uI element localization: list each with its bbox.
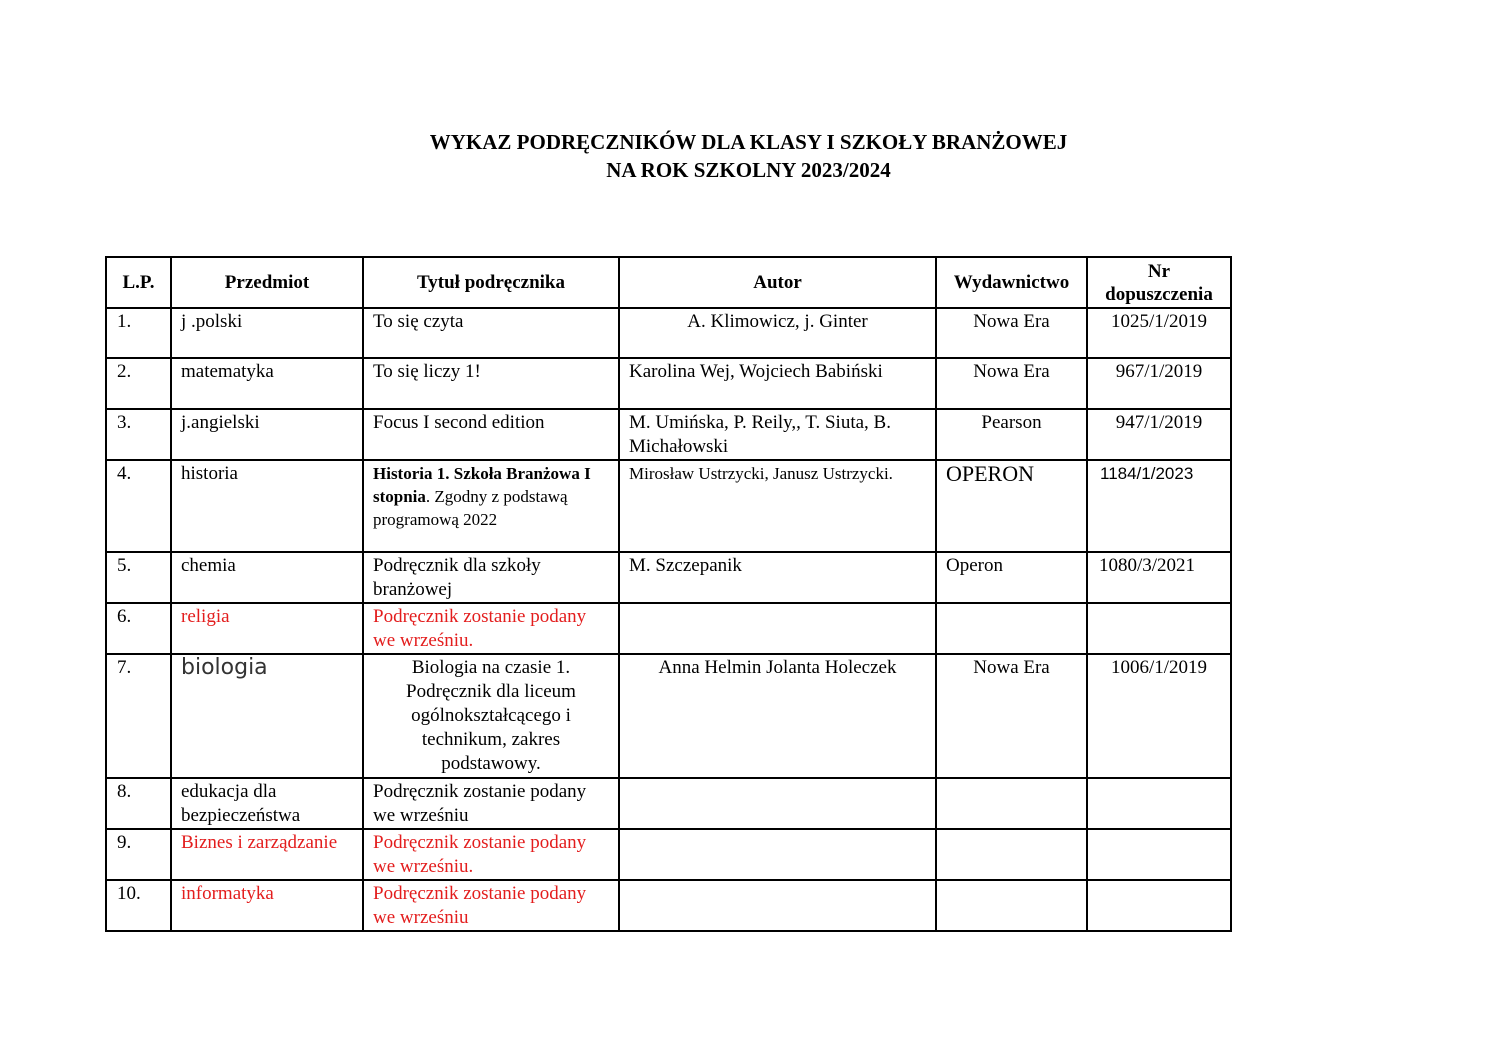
header-title: Tytuł podręcznika (363, 257, 619, 308)
row-publisher: Nowa Era (936, 654, 1087, 778)
row-lp: 2. (106, 358, 171, 409)
row-author: M. Szczepanik (619, 552, 936, 603)
row-nr (1087, 603, 1231, 654)
row-nr: 1184/1/2023 (1087, 460, 1231, 552)
row-subject: matematyka (171, 358, 363, 409)
row-author (619, 880, 936, 931)
row-subject: religia (171, 603, 363, 654)
row-author: Mirosław Ustrzycki, Janusz Ustrzycki. (619, 460, 936, 552)
page-title: WYKAZ PODRĘCZNIKÓW DLA KLASY I SZKOŁY BRANŻOWEJ (429, 130, 1068, 154)
row-publisher (936, 603, 1087, 654)
row-lp: 1. (106, 308, 171, 358)
row-lp: 5. (106, 552, 171, 603)
row-publisher: OPERON (936, 460, 1087, 552)
row-author: M. Umińska, P. Reily,, T. Siuta, B. Michałowski (619, 409, 936, 460)
row-author (619, 603, 936, 654)
row-lp: 7. (106, 654, 171, 778)
table-row (106, 880, 1231, 931)
row-author (619, 778, 936, 829)
textbook-table (105, 256, 1232, 932)
row-publisher: Pearson (936, 409, 1087, 460)
row-subject: historia (171, 460, 363, 552)
table-row (106, 358, 1231, 409)
row-subject: informatyka (171, 880, 363, 931)
row-nr (1087, 829, 1231, 880)
row-title: Podręcznik zostanie podany we wrześniu. (363, 829, 619, 880)
row-author: Karolina Wej, Wojciech Babiński (619, 358, 936, 409)
row-title: Biologia na czasie 1. Podręcznik dla liceum ogólnokształcącego i technikum, zakres podstawowy. (363, 654, 619, 778)
row-nr (1087, 880, 1231, 931)
row-subject: j .polski (171, 308, 363, 358)
row-nr: 1025/1/2019 (1087, 308, 1231, 358)
row-author: Anna Helmin Jolanta Holeczek (619, 654, 936, 778)
row-nr (1087, 778, 1231, 829)
row-title-bold: Historia 1. Szkoła Branżowa I stopnia (373, 464, 591, 506)
table-row (106, 829, 1231, 880)
row-publisher: Nowa Era (936, 358, 1087, 409)
row-title-rest: . Zgodny z podstawą programową 2022 (373, 487, 568, 529)
table-row (106, 460, 1231, 552)
row-nr: 1080/3/2021 (1087, 552, 1231, 603)
row-nr: 947/1/2019 (1087, 409, 1231, 460)
row-author (619, 829, 936, 880)
row-lp: 8. (106, 778, 171, 829)
row-subject: biologia (171, 654, 363, 778)
page-subtitle: NA ROK SZKOLNY 2023/2024 (606, 158, 891, 182)
row-nr: 967/1/2019 (1087, 358, 1231, 409)
row-lp: 4. (106, 460, 171, 552)
row-lp: 10. (106, 880, 171, 931)
header-nr (1087, 257, 1231, 308)
header-author: Autor (619, 257, 936, 308)
table-row (106, 778, 1231, 829)
row-nr: 1006/1/2019 (1087, 654, 1231, 778)
row-subject: Biznes i zarządzanie (171, 829, 363, 880)
row-title: Focus I second edition (363, 409, 619, 460)
row-publisher (936, 829, 1087, 880)
row-subject: chemia (171, 552, 363, 603)
row-lp: 3. (106, 409, 171, 460)
row-author: A. Klimowicz, j. Ginter (619, 308, 936, 358)
header-nr-line2: dopuszczenia (1105, 283, 1213, 305)
table-header-row (106, 257, 1231, 308)
table-row (106, 603, 1231, 654)
row-lp: 6. (106, 603, 171, 654)
row-publisher: Operon (936, 552, 1087, 603)
table-row (106, 654, 1231, 778)
row-title: To się czyta (363, 308, 619, 358)
header-subject: Przedmiot (171, 257, 363, 308)
row-title: Podręcznik zostanie podany we wrześniu (363, 778, 619, 829)
header-publisher: Wydawnictwo (936, 257, 1087, 308)
row-title (363, 460, 619, 552)
row-title: Podręcznik dla szkoły branżowej (363, 552, 619, 603)
row-title: To się liczy 1! (363, 358, 619, 409)
table-row (106, 308, 1231, 358)
header-lp: L.P. (106, 257, 171, 308)
table-row (106, 409, 1231, 460)
row-title: Podręcznik zostanie podany we wrześniu. (363, 603, 619, 654)
table-row (106, 552, 1231, 603)
row-publisher (936, 880, 1087, 931)
row-publisher: Nowa Era (936, 308, 1087, 358)
row-lp: 9. (106, 829, 171, 880)
row-title: Podręcznik zostanie podany we wrześniu (363, 880, 619, 931)
row-subject: j.angielski (171, 409, 363, 460)
header-nr-line1: Nr (1147, 260, 1171, 282)
row-subject: edukacja dla bezpieczeństwa (171, 778, 363, 829)
row-publisher (936, 778, 1087, 829)
